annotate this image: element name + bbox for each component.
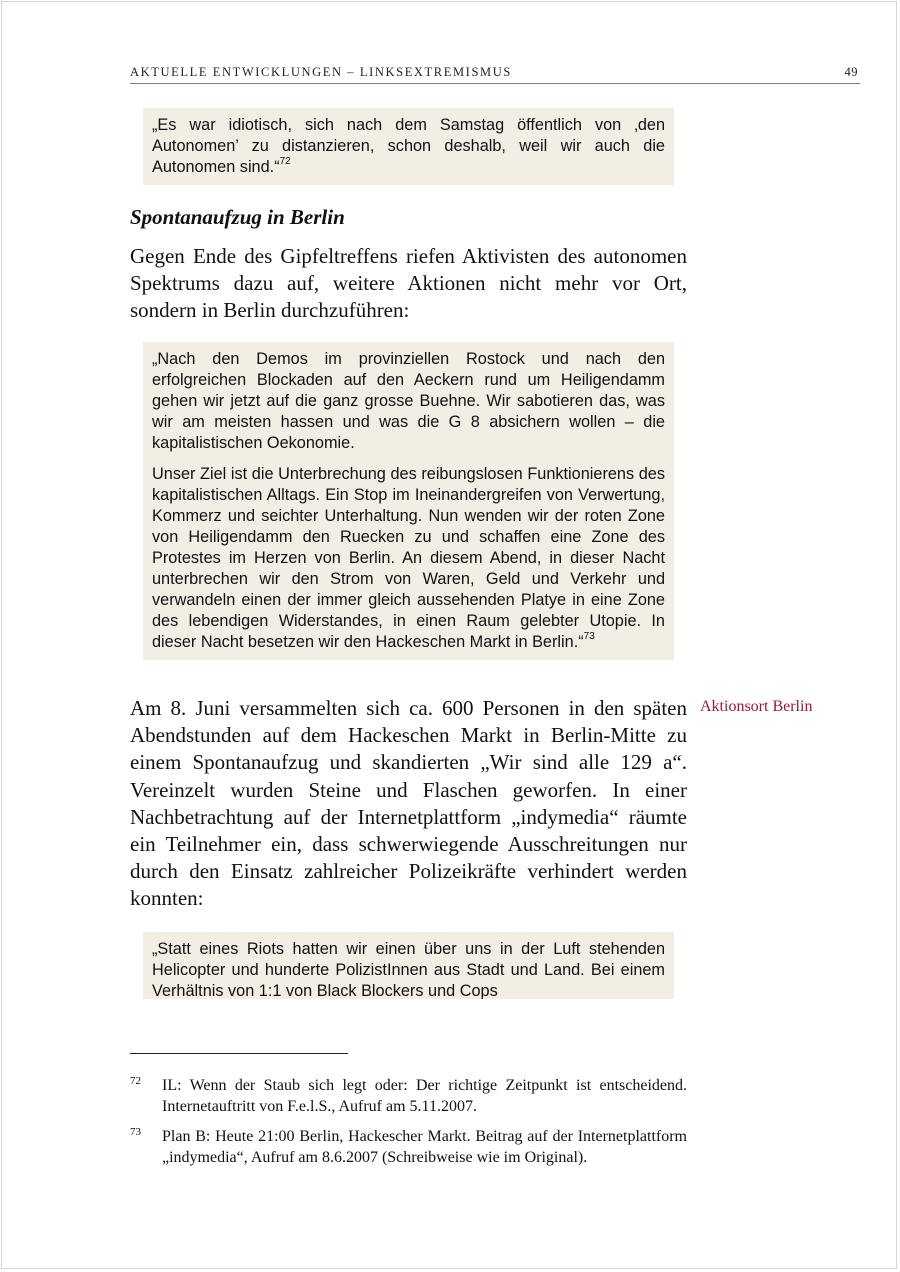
margin-note: Aktionsort Berlin — [700, 698, 813, 715]
footnote-text: IL: Wenn der Staub sich legt oder: Der richtige Zeitpunkt ist entscheidend. Internetauftritt von F.e.l.S., Aufruf am 5.11.2007. — [162, 1077, 687, 1115]
intro-paragraph — [130, 243, 687, 325]
quote-3-text: „Statt eines Riots hatten wir einen über uns in der Luft stehenden Helicopter und hunderte PolizistInnen aus Stadt und Land. Bei einem Verhältnis von 1:1 von Black Blockers und Cops — [152, 940, 665, 999]
quote-paragraph-2: Unser Ziel ist die Unterbrechung des reibungslosen Funktionierens des kapitalistischen Alltags. Ein Stop im Ineinandergreifen von Verwertung, Kommerz und seichter Unterhaltung. Nun wenden wir der roten Zone von Heiligendamm den Ruecken zu und schaffen eine Zone des Protestes im Herzen von Berlin. An diesem Abend, in dieser Nacht unterbrechen wir den Strom von Waren, Geld und Verkehr und verwandeln einen der immer gleich aussehenden Platye in eine Zone des lebendigen Widerstandes, in einen Raum gelebter Utopie. In dieser Nacht besetzen wir den Hackeschen Markt in Berlin.“ — [152, 465, 665, 651]
footnote-number: 73 — [130, 1126, 141, 1138]
body-paragraph-text: Am 8. Juni versammelten sich ca. 600 Personen in den späten Abendstunden auf dem Hackeschen Markt in Berlin-Mitte zu einem Spontanaufzug und skandierten „Wir sind alle 129 a“. Vereinzelt wurden Steine und Flaschen geworfen. In einer Nachbetrachtung auf der Internetplattform „indymedia“ räumte ein Teilnehmer ein, dass schwerwiegende Ausschreitungen nur durch den Einsatz zahlreicher Polizeikräfte verhindert werden konnten: — [130, 696, 687, 911]
running-title: AKTUELLE ENTWICKLUNGEN – LINKSEXTREMISMUS — [130, 65, 512, 79]
footnote-ref-72[interactable]: 72 — [279, 155, 291, 167]
section-heading: Spontanaufzug in Berlin — [130, 205, 345, 229]
footnote-72 — [130, 1075, 687, 1117]
block-quote-2 — [143, 342, 674, 660]
footnote-number: 72 — [130, 1075, 141, 1087]
quote-text: „Es war idiotisch, sich nach dem Samstag öffentlich von ‚den Autonomen’ zu distanzieren, schon deshalb, weil wir auch die Autonomen sind.“ — [152, 116, 665, 176]
body-paragraph — [130, 695, 687, 913]
document-page — [1, 1, 897, 1269]
block-quote-1 — [143, 108, 674, 185]
footnote-divider — [130, 1053, 348, 1054]
footnote-ref-73[interactable]: 73 — [583, 630, 595, 642]
page-number: 49 — [844, 65, 858, 79]
footnote-73 — [130, 1126, 687, 1168]
quote-paragraph-1: „Nach den Demos im provinziellen Rostock und nach den erfolgreichen Blockaden auf den Aeckern rund um Heiligendamm gehen wir jetzt auf die ganz grosse Buehne. Wir sabotieren das, was wir am meisten hassen und was die G 8 absichern wollen – die kapitalistischen Oekonomie. — [152, 350, 665, 452]
running-header — [130, 65, 860, 84]
footnote-text: Plan B: Heute 21:00 Berlin, Hackescher Markt. Beitrag auf der Internetplattform „indymedia“, Aufruf am 8.6.2007 (Schreibweise wie im Original). — [162, 1128, 687, 1166]
block-quote-3 — [143, 932, 674, 999]
intro-text: Gegen Ende des Gipfeltreffens riefen Aktivisten des autonomen Spektrums dazu auf, weitere Aktionen nicht mehr vor Ort, sondern in Berlin durchzuführen: — [130, 244, 687, 323]
